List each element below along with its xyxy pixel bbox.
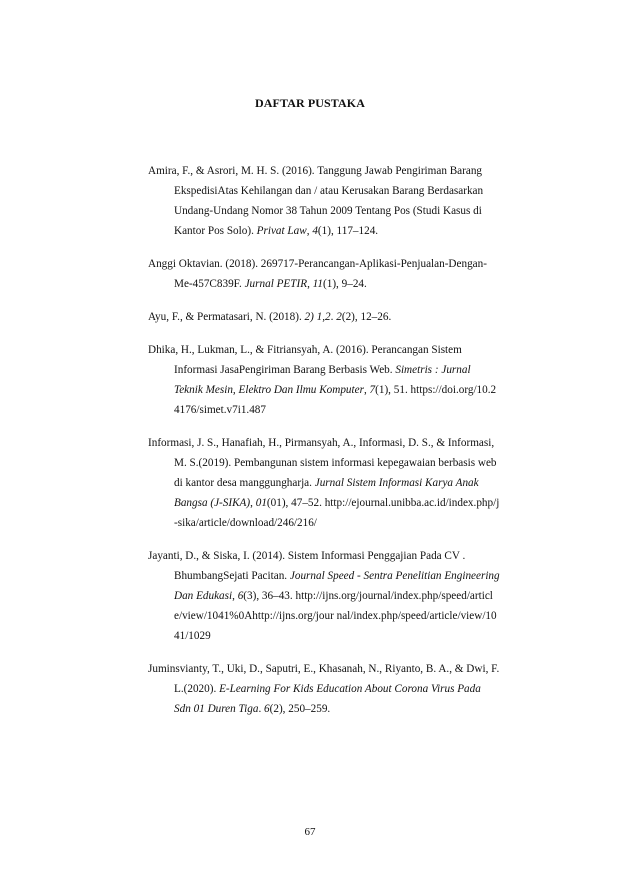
reference-text: Anggi Oktavian. (2018). 269717-Perancangan-Aplikasi-Penjualan-Dengan-Me-457C839F.: [148, 258, 487, 291]
reference-tail: (2), 12–26.: [341, 311, 392, 324]
reference-volume: 2: [336, 311, 342, 324]
reference-volume: 6: [264, 703, 270, 716]
reference-entry: Dhika, H., Lukman, L., & Fitriansyah, A. (2016). Perancangan Sistem Informasi JasaPengiriman Barang Berbasis Web. Simetris : Jurnal Teknik Mesin, Elektro Dan Ilmu Komputer, 7(1), 51. https://doi.org/10.24176/simet.v7i1.487: [148, 344, 497, 417]
reference-tail: (1), 51. https://doi.org/10.24176/simet.v7i1.487: [174, 384, 497, 417]
reference-volume: 01: [255, 497, 267, 510]
reference-entry: Ayu, F., & Permatasari, N. (2018). 2) 1,2. 2(2), 12–26.: [148, 311, 392, 324]
page-title: DAFTAR PUSTAKA: [255, 96, 365, 110]
reference-entry: Jayanti, D., & Siska, I. (2014). Sistem Informasi Penggajian Pada CV . BhumbangSejati Pacitan. Journal Speed - Sentra Penelitian Engineering Dan Edukasi, 6(3), 36–43. http://ijns.org/journal/index.php/speed/article/view/1041%0Ahttp://ijns.org/jour nal/index.php/speed/article/view/1041/1029: [148, 550, 500, 643]
reference-text: Amira, F., & Asrori, M. H. S. (2016). Tanggung Jawab Pengiriman Barang EkspedisiAtas Kehilangan dan / atau Kerusakan Barang Berdasarkan Undang-Undang Nomor 38 Tahun 2009 Tentang Pos (Studi Kasus di Kantor Pos Solo).: [148, 165, 484, 238]
reference-volume: 4: [312, 225, 318, 238]
reference-tail: (1), 9–24.: [323, 278, 367, 291]
reference-volume: 7: [369, 384, 376, 397]
reference-text: Ayu, F., & Permatasari, N. (2018).: [148, 311, 305, 324]
reference-tail: (3), 36–43. http://ijns.org/journal/index.php/speed/article/view/1041%0Ahttp://ijns.org/jour nal/index.php/speed/article/view/1041/1029: [174, 590, 497, 643]
reference-text: Informasi, J. S., Hanafiah, H., Pirmansyah, A., Informasi, D. S., & Informasi, M. S.(2019). Pembangunan sistem informasi kepegawaian berbasis web di kantor desa manggungharja.: [148, 437, 497, 490]
reference-entry: Juminsvianty, T., Uki, D., Saputri, E., Khasanah, N., Riyanto, B. A., & Dwi, F. L.(2020). E-Learning For Kids Education About Corona Virus Pada Sdn 01 Duren Tiga. 6(2), 250–259.: [148, 663, 500, 716]
reference-journal: E-Learning For Kids Education About Corona Virus Pada Sdn 01 Duren Tiga: [174, 683, 481, 716]
reference-tail: (1), 117–124.: [317, 225, 379, 238]
reference-volume: 6: [237, 590, 244, 603]
reference-journal: Jurnal PETIR: [244, 278, 308, 291]
reference-journal: 2) 1,2: [304, 311, 331, 324]
reference-journal: Privat Law: [256, 225, 307, 238]
reference-list: [148, 150, 500, 732]
reference-entry: Amira, F., & Asrori, M. H. S. (2016). Tanggung Jawab Pengiriman Barang EkspedisiAtas Kehilangan dan / atau Kerusakan Barang Berdasarkan Undang-Undang Nomor 38 Tahun 2009 Tentang Pos (Studi Kasus di Kantor Pos Solo). Privat Law, 4(1), 117–124.: [148, 165, 484, 238]
reference-text: Juminsvianty, T., Uki, D., Saputri, E., Khasanah, N., Riyanto, B. A., & Dwi, F. L.(2020).: [148, 663, 500, 696]
reference-journal: Simetris : Jurnal Teknik Mesin, Elektro Dan Ilmu Komputer: [174, 364, 471, 397]
reference-tail: (2), 250–259.: [269, 703, 331, 716]
reference-journal: Journal Speed - Sentra Penelitian Engineering Dan Edukasi: [174, 570, 500, 603]
reference-entry: Informasi, J. S., Hanafiah, H., Pirmansyah, A., Informasi, D. S., & Informasi, M. S.(2019). Pembangunan sistem informasi kepegawaian berbasis web di kantor desa manggungharja. Jurnal Sistem Informasi Karya Anak Bangsa (J-SIKA), 01(01), 47–52. http://ejournal.unibba.ac.id/index.php/j-sika/article/download/246/216/: [148, 437, 500, 530]
reference-entry: Anggi Oktavian. (2018). 269717-Perancangan-Aplikasi-Penjualan-Dengan-Me-457C839F. Jurnal PETIR, 11(1), 9–24.: [148, 258, 487, 291]
reference-journal: Jurnal Sistem Informasi Karya Anak Bangsa (J-SIKA): [174, 477, 479, 510]
reference-text: Jayanti, D., & Siska, I. (2014). Sistem Informasi Penggajian Pada CV . BhumbangSejati Pacitan.: [148, 550, 466, 583]
reference-text: Dhika, H., Lukman, L., & Fitriansyah, A. (2016). Perancangan Sistem Informasi JasaPengiriman Barang Berbasis Web.: [148, 344, 462, 377]
reference-volume: 11: [312, 278, 324, 291]
reference-tail: (01), 47–52. http://ejournal.unibba.ac.id/index.php/j-sika/article/download/246/216/: [174, 497, 500, 530]
page-number: 67: [304, 826, 316, 838]
